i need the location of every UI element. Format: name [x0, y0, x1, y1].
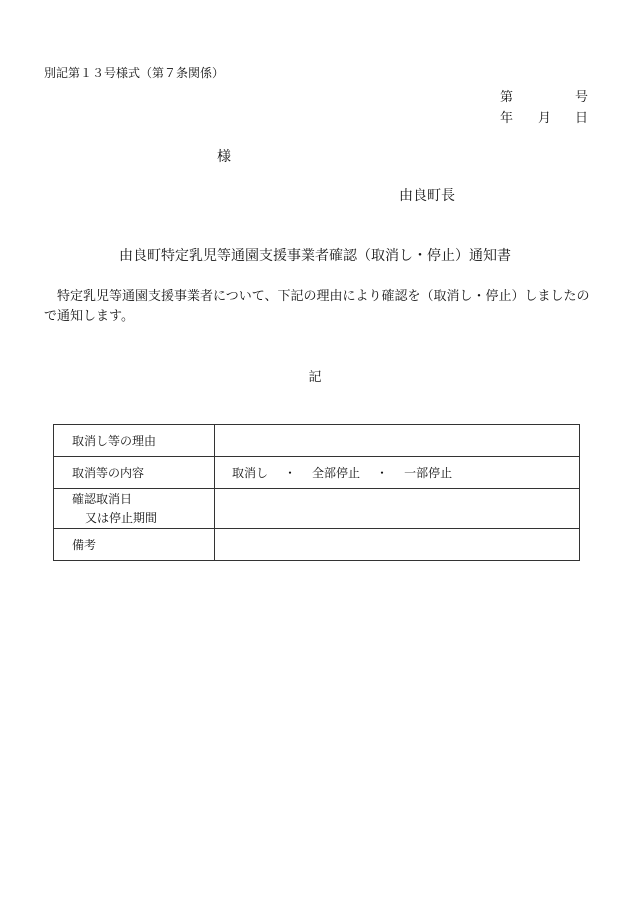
form-label: 別記第１３号様式（第７条関係）	[44, 66, 225, 80]
date-value	[215, 489, 580, 529]
date-year-label: 年	[500, 111, 514, 126]
option-separator: ・	[284, 466, 297, 480]
table-row-date	[54, 489, 580, 529]
document-number-prefix: 第	[500, 90, 514, 105]
addressee-honorific: 様	[217, 149, 231, 165]
date-month-label: 月	[538, 111, 552, 126]
body-text: 特定乳児等通園支援事業者について、下記の理由により確認を（取消し・停止）しましたので通知します。	[44, 289, 590, 324]
option-full-suspension: 全部停止	[312, 466, 361, 480]
reason-value	[215, 425, 580, 457]
ki-heading: 記	[308, 370, 322, 385]
remarks-value	[215, 529, 580, 561]
option-partial-suspension: 一部停止	[404, 466, 453, 480]
table-row-remarks	[54, 529, 580, 561]
option-cancel: 取消し	[232, 466, 269, 480]
date-label	[54, 489, 215, 529]
document-number-suffix: 号	[575, 90, 589, 105]
option-separator: ・	[376, 466, 389, 480]
date-day-label: 日	[575, 111, 589, 126]
date-label-line1: 確認取消日	[72, 491, 133, 506]
date-label-line2: 又は停止期間	[85, 510, 158, 525]
document-title: 由良町特定乳児等通園支援事業者確認（取消し・停止）通知書	[119, 248, 511, 264]
reason-label: 取消し等の理由	[54, 425, 215, 457]
reason-table	[53, 424, 580, 561]
table-row-reason	[54, 425, 580, 457]
remarks-label: 備考	[54, 529, 215, 561]
content-options	[215, 457, 580, 489]
content-label: 取消等の内容	[54, 457, 215, 489]
issuer-name: 由良町長	[399, 188, 455, 204]
table-row-content	[54, 457, 580, 489]
